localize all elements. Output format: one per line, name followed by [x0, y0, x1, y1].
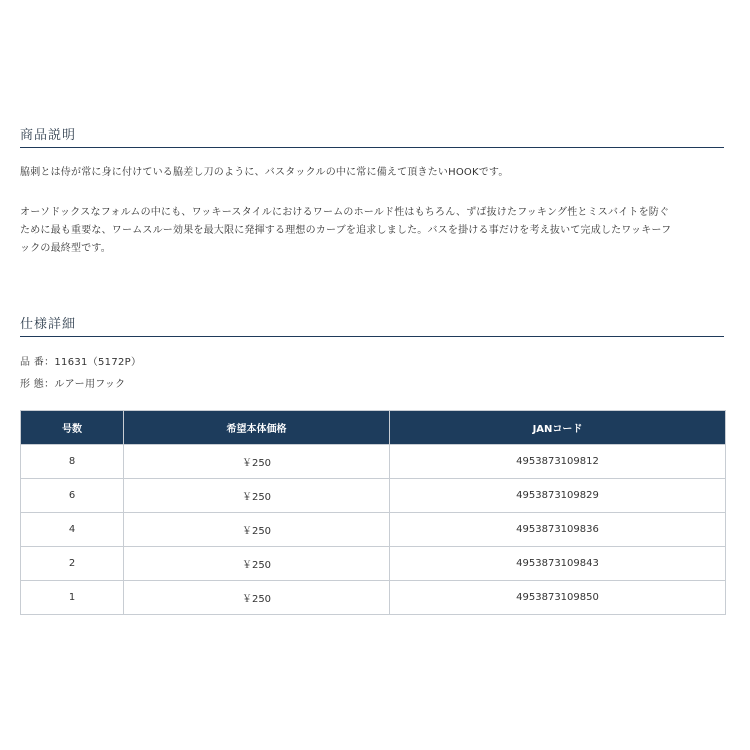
cell-size: 8 [21, 445, 124, 479]
table-header-row [21, 411, 726, 445]
cell-price: ￥250 [124, 581, 390, 615]
description-heading: 商品説明 [20, 124, 724, 148]
table-row [21, 513, 726, 547]
cell-jan-code: 4953873109850 [390, 581, 726, 615]
product-number: 品 番：11631（5172P） [20, 357, 142, 368]
spec-heading: 仕様詳細 [20, 313, 724, 337]
table-row [21, 547, 726, 581]
description-line: 脇刺とは侍が常に身に付けている脇差し刀のように、バスタックルの中に常に備えて頂きたいHOOKです。 [20, 167, 509, 178]
product-type: 形 態：ルアー用フック [20, 379, 126, 390]
cell-price: ￥250 [124, 445, 390, 479]
header-size: 号数 [21, 411, 124, 445]
cell-jan-code: 4953873109836 [390, 513, 726, 547]
cell-price: ￥250 [124, 513, 390, 547]
description-line: オーソドックスなフォルムの中にも、ワッキースタイルにおけるワームのホールド性はもちろん、ずば抜けたフッキング性とミスバイトを防ぐ [20, 207, 670, 218]
cell-size: 1 [21, 581, 124, 615]
description-line: ために最も重要な、ワームスルー効果を最大限に発揮する理想のカーブを追求しました。バスを掛ける事だけを考え抜いて完成したワッキーフ [20, 225, 672, 236]
description-line: ックの最終型です。 [20, 243, 111, 254]
table-row [21, 445, 726, 479]
header-price: 希望本体価格 [124, 411, 390, 445]
cell-size: 2 [21, 547, 124, 581]
cell-price: ￥250 [124, 547, 390, 581]
header-jan-code: JANコード [390, 411, 726, 445]
cell-size: 6 [21, 479, 124, 513]
cell-price: ￥250 [124, 479, 390, 513]
table-row [21, 479, 726, 513]
cell-size: 4 [21, 513, 124, 547]
cell-jan-code: 4953873109812 [390, 445, 726, 479]
table-row [21, 581, 726, 615]
cell-jan-code: 4953873109829 [390, 479, 726, 513]
spec-table [20, 410, 726, 615]
cell-jan-code: 4953873109843 [390, 547, 726, 581]
